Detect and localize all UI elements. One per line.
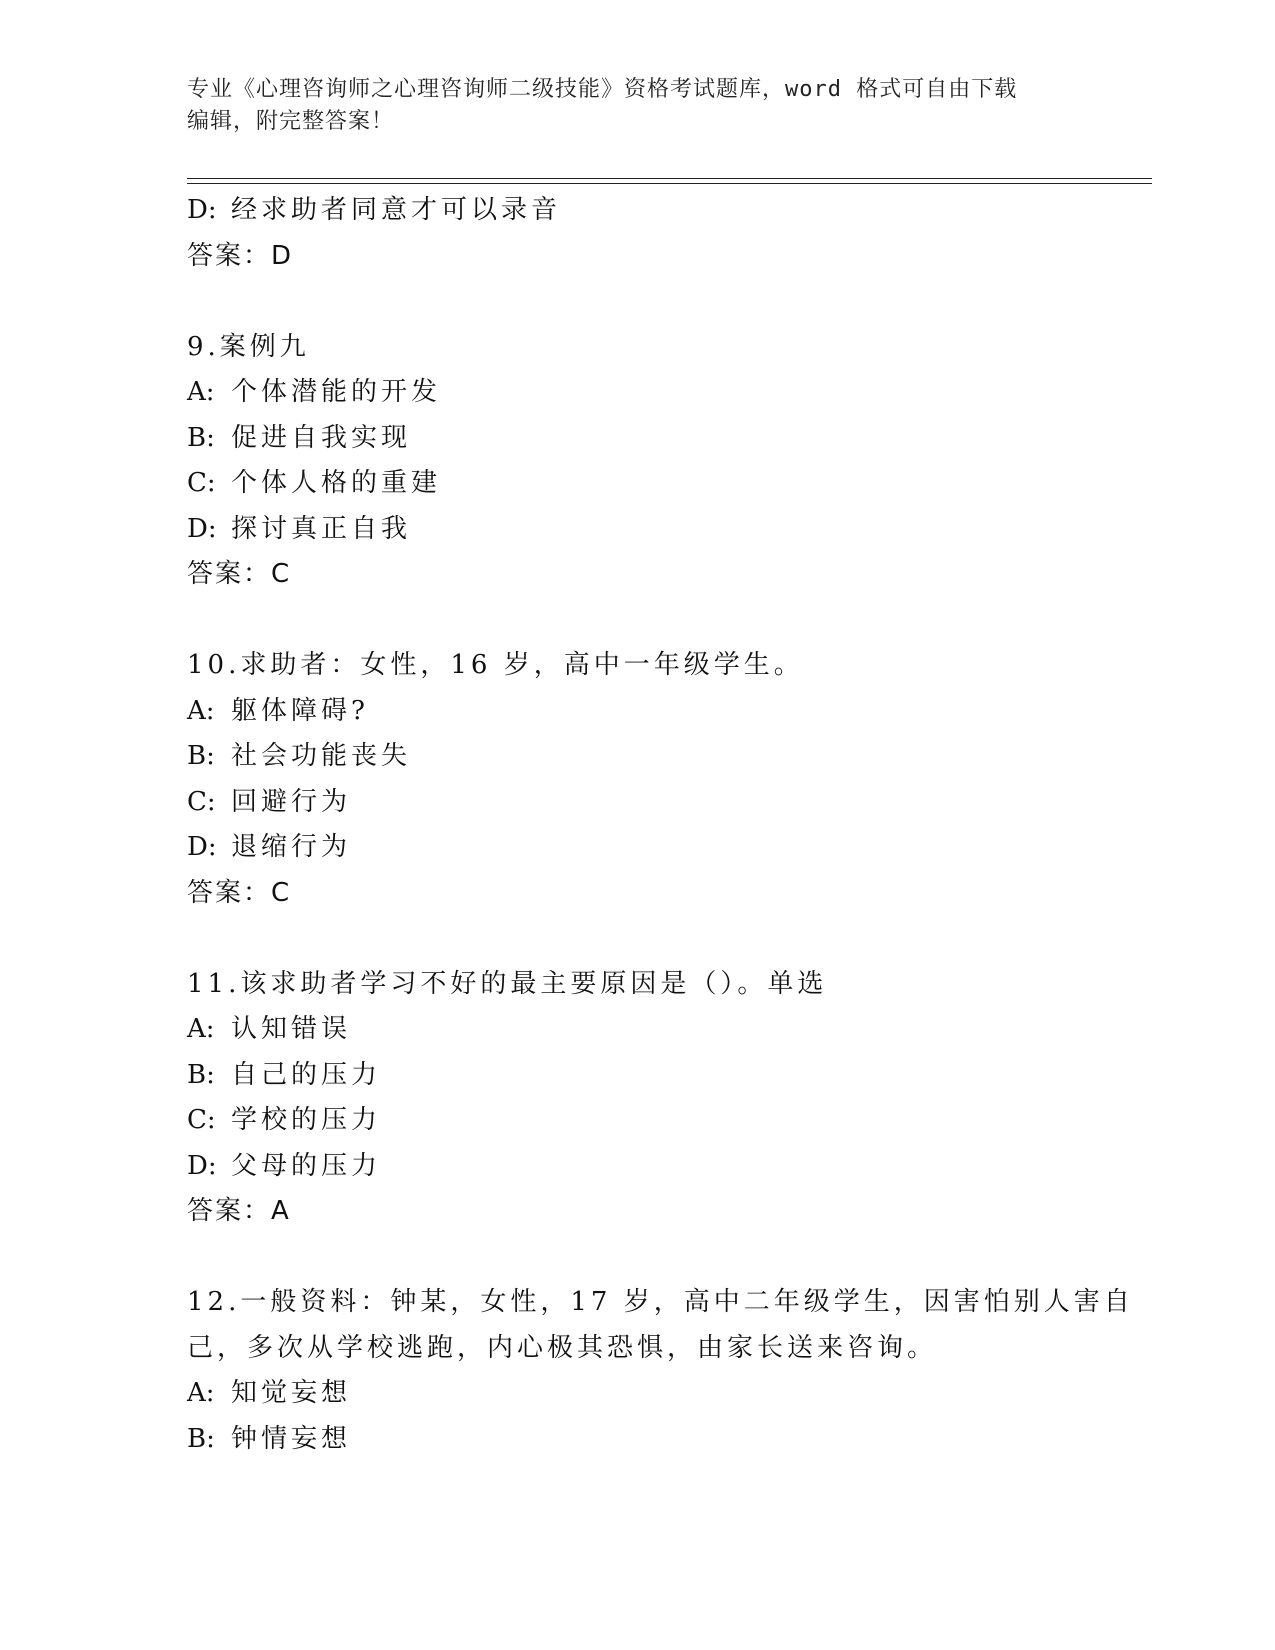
- option-text: 回避行为: [231, 786, 352, 817]
- header-divider-top: [187, 178, 1152, 179]
- header-line-1: 专业《心理咨询师之心理咨询师二级技能》资格考试题库，word 格式可自由下载: [187, 77, 1018, 102]
- header-divider-bottom: [187, 183, 1152, 184]
- question-10-option-a: [187, 689, 1087, 735]
- option-text: 自己的压力: [231, 1059, 382, 1090]
- option-text: 学校的压力: [231, 1105, 382, 1135]
- question-10-answer: 答案：C: [187, 877, 292, 908]
- question-9-answer: 答案：C: [187, 559, 292, 589]
- option-text: 个体潜能的开发: [231, 377, 442, 407]
- question-10-option-d: [187, 825, 1087, 871]
- question-9-option-d: [187, 507, 1087, 553]
- option-d-prev: [187, 188, 1087, 234]
- question-12-title-line-1: 12.一般资料：钟某，女性，17 岁，高中二年级学生，因害怕别人害自: [187, 1287, 1134, 1317]
- option-letter: A:: [187, 1014, 215, 1044]
- question-list: [187, 188, 1134, 1462]
- option-letter: B:: [187, 422, 215, 453]
- option-text: 促进自我实现: [231, 422, 412, 453]
- option-text: 探讨真正自我: [231, 513, 412, 544]
- question-10-title: 10.求助者：女性，16 岁，高中一年级学生。: [187, 650, 804, 680]
- option-letter: D:: [187, 513, 217, 544]
- document-header: [187, 74, 1067, 138]
- option-text: 退缩行为: [231, 832, 352, 862]
- option-letter: B:: [187, 1423, 215, 1454]
- option-letter: C:: [187, 1105, 216, 1135]
- option-text: 父母的压力: [231, 1150, 382, 1181]
- spacer: [187, 598, 1087, 644]
- spacer: [187, 916, 1087, 962]
- question-10-option-b: [187, 734, 1087, 780]
- spacer: [187, 1235, 1087, 1281]
- question-11-title: 11.该求助者学习不好的最主要原因是（）。单选: [187, 968, 828, 999]
- question-9-option-c: [187, 461, 1087, 507]
- option-letter: A:: [187, 1378, 215, 1408]
- question-10-option-c: [187, 780, 1087, 826]
- spacer: [187, 279, 1087, 325]
- option-letter: B:: [187, 741, 215, 771]
- question-11-option-d: [187, 1144, 1087, 1190]
- option-letter: A:: [187, 377, 215, 407]
- option-letter: D:: [187, 832, 217, 862]
- option-text: 知觉妄想: [231, 1378, 352, 1408]
- question-9-option-a: [187, 370, 1087, 416]
- question-12-option-b: [187, 1417, 1087, 1463]
- option-letter: B:: [187, 1059, 215, 1090]
- option-text: 经求助者同意才可以录音: [231, 195, 562, 225]
- option-letter: C:: [187, 786, 216, 817]
- question-11-option-c: [187, 1098, 1087, 1144]
- question-11-option-b: [187, 1053, 1087, 1099]
- question-12-option-a: [187, 1371, 1087, 1417]
- question-9-option-b: [187, 416, 1087, 462]
- question-11-answer: 答案：A: [187, 1196, 291, 1226]
- option-text: 认知错误: [231, 1014, 352, 1044]
- header-line-2: 编辑，附完整答案！: [187, 109, 395, 134]
- option-text: 躯体障碍?: [231, 695, 369, 726]
- option-letter: D:: [187, 195, 217, 225]
- option-text: 钟情妄想: [231, 1423, 352, 1454]
- option-letter: D:: [187, 1150, 217, 1181]
- option-letter: A:: [187, 695, 215, 726]
- answer-prev: 答案：D: [187, 240, 294, 271]
- question-12-title-line-2: 己，多次从学校逃跑，内心极其恐惧，由家长送来咨询。: [187, 1332, 938, 1363]
- question-11-option-a: [187, 1007, 1087, 1053]
- question-9-title: 9.案例九: [187, 331, 310, 362]
- option-text: 个体人格的重建: [231, 468, 442, 498]
- option-text: 社会功能丧失: [231, 741, 412, 771]
- option-letter: C:: [187, 468, 216, 498]
